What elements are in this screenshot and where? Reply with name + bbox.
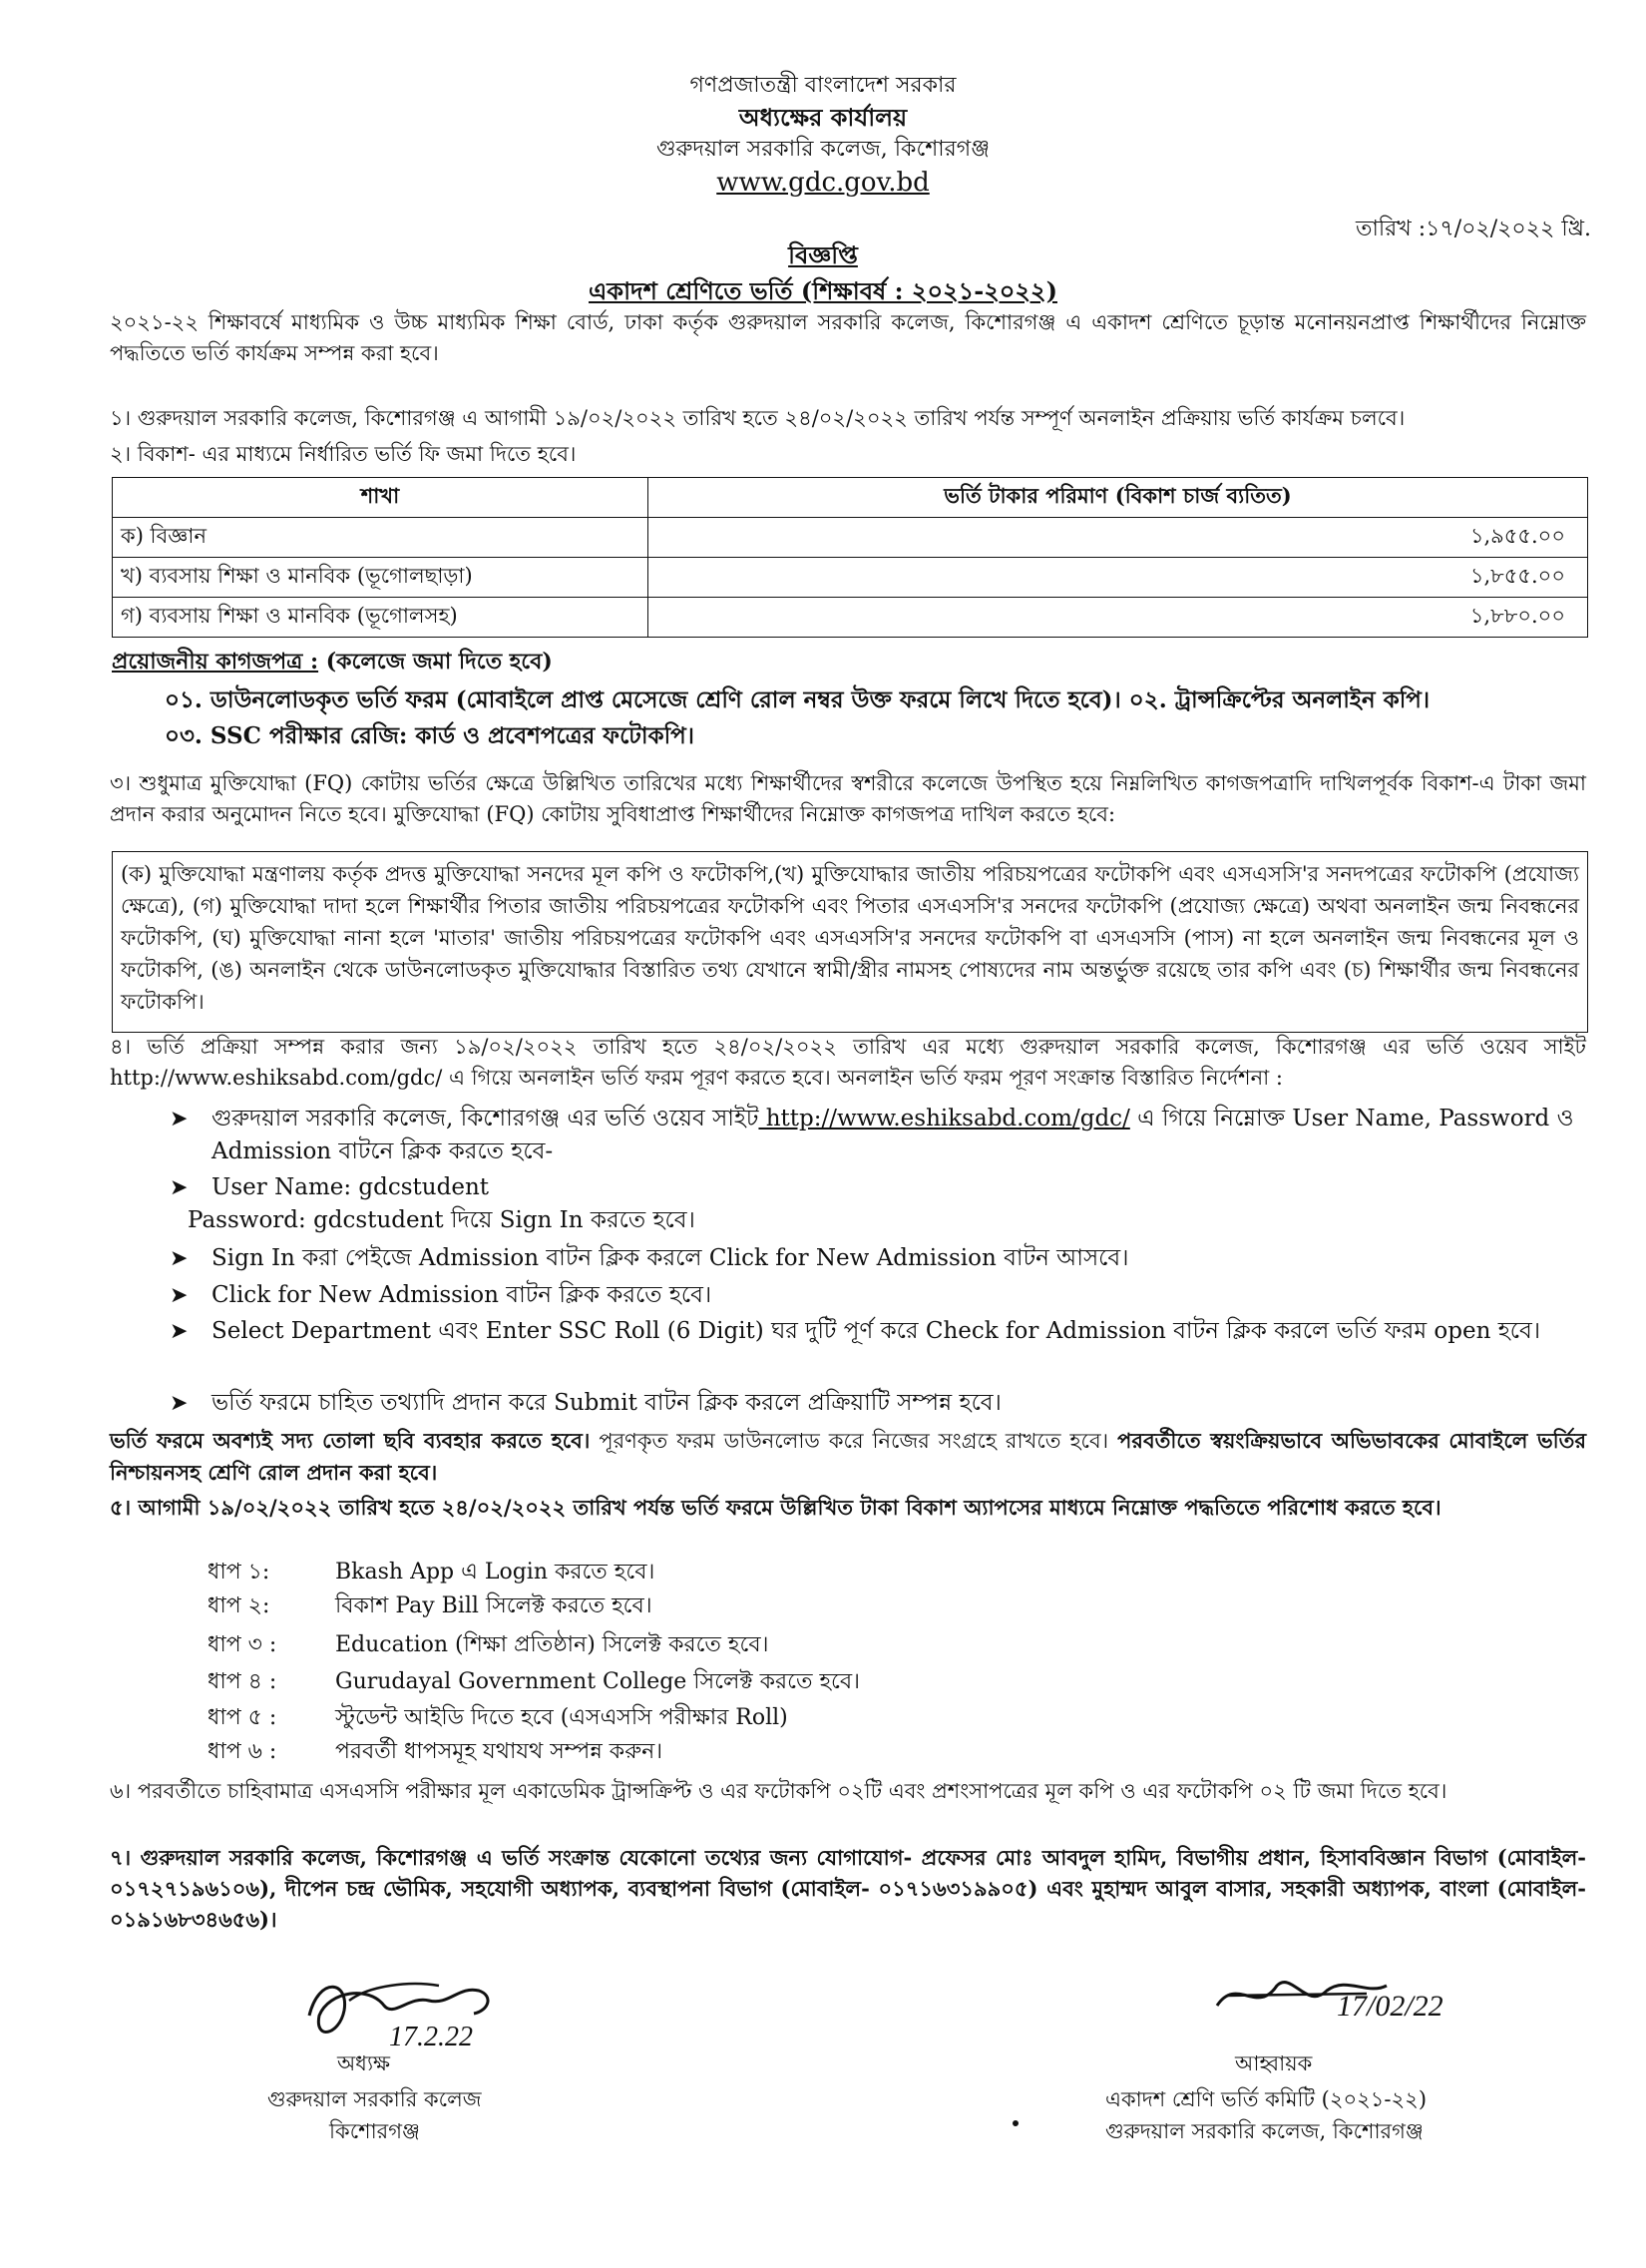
- convener-org: গুরুদয়াল সরকারি কলেজ, কিশোরগঞ্জ: [1105, 2119, 1424, 2143]
- arrow-bullet-icon: ➤: [170, 1246, 189, 1271]
- step-label: ধাপ ২:: [207, 1593, 270, 1618]
- required-docs-suffix: (কলেজে জমা দিতে হবে): [318, 649, 553, 675]
- point-4: ৪। ভর্তি প্রক্রিয়া সম্পন্ন করার জন্য ১৯/০২/২০২২ তারিখ হতে ২৪/০২/২০২২ তারিখ এর মধ্যে গুরুদয়াল সরকারি কলেজ, কিশোরগঞ্জ এর ভর্তি ওয়েব সাইট http://www.eshiksabd.com/gdc/ এ গিয়ে অনলাইন ভর্তি ফরম পূরণ করতে হবে। অনলাইন ভর্তি ফরম পূরণ সংক্রান্ত বিস্তারিত নির্দেশনা :: [110, 1035, 1586, 1090]
- arrow-bullet-icon: ➤: [170, 1391, 189, 1416]
- principal-place: কিশোরগঞ্জ: [329, 2119, 420, 2143]
- principal-title: অধ্যক্ষ: [337, 2051, 391, 2075]
- fee-branch: খ) ব্যবসায় শিক্ষা ও মানবিক (ভূগোলছাড়া): [113, 558, 648, 598]
- photo-note-bold-2: পরবর্তীতে স্বয়ংক্রিয়ভাবে অভিভাবকের মোবাইলে ভর্তির নিশ্চায়নসহ শ্রেণি রোল প্রদান করা হবে।: [110, 1428, 1586, 1485]
- step-text: Gurudayal Government College সিলেক্ট করতে হবে।: [335, 1669, 860, 1694]
- admission-site-link[interactable]: http://www.eshiksabd.com/gdc/: [758, 1106, 1130, 1132]
- principal-org: গুরুদয়াল সরকারি কলেজ: [267, 2087, 482, 2111]
- bullet-sign-in: Sign In করা পেইজে Admission বাটন ক্লিক করলে Click for New Admission বাটন আসবে।: [211, 1245, 1129, 1271]
- point-5: ৫। আগামী ১৯/০২/২০২২ তারিখ হতে ২৪/০২/২০২২ তারিখ পর্যন্ত ভর্তি ফরমে উল্লিখিত টাকা বিকাশ অ্যাপসের মাধ্যমে নিম্নোক্ত পদ্ধতিতে পরিশোধ করতে হবে।: [110, 1495, 1441, 1520]
- step-label: ধাপ ৩ :: [207, 1632, 277, 1657]
- bullet-new-admission: Click for New Admission বাটন ক্লিক করতে হবে।: [211, 1282, 712, 1308]
- point-6: ৬। পরবর্তীতে চাহিবামাত্র এসএসসি পরীক্ষার মূল একাডেমিক ট্রান্সক্রিপ্ট ও এর ফটোকপি ০২টি এবং প্রশংসাপত্রের মূল কপি ও এর ফটোকপি ০২ টি জমা দিতে হবে।: [110, 1779, 1447, 1803]
- website-link[interactable]: www.gdc.gov.bd: [716, 168, 930, 198]
- notice-subtitle: একাদশ শ্রেণিতে ভর্তি (শিক্ষাবর্ষ : ২০২১-২০২২): [589, 276, 1057, 305]
- convener-signature-date: 17/02/22: [1337, 1990, 1443, 2023]
- list-item: [207, 1736, 662, 1768]
- fee-header-amount: ভর্তি টাকার পরিমাণ (বিকাশ চার্জ ব্যতিত): [648, 478, 1588, 518]
- photo-note-bold: ভর্তি ফরমে অবশ্যই সদ্য তোলা ছবি ব্যবহার করতে হবে।: [110, 1428, 591, 1453]
- required-docs-line-2: ০৩. SSC পরীক্ষার রেজি: কার্ড ও প্রবেশপত্রের ফটোকপি।: [165, 722, 695, 749]
- list-item: [170, 1103, 1586, 1168]
- list-item: [170, 1279, 1586, 1312]
- required-docs-label: প্রয়োজনীয় কাগজপত্র :: [112, 649, 319, 675]
- photo-note: [110, 1425, 1586, 1489]
- required-docs-title: [112, 645, 553, 681]
- table-row: [113, 518, 1588, 558]
- required-docs-line-1: ০১. ডাউনলোডকৃত ভর্তি ফরম (মোবাইলে প্রাপ্ত মেসেজে শ্রেণি রোল নম্বর উক্ত ফরমে লিখে দিতে হবে)। ০২. ট্রান্সক্রিপ্টের অনলাইন কপি।: [165, 686, 1431, 713]
- intro-paragraph: ২০২১-২২ শিক্ষাবর্ষে মাধ্যমিক ও উচ্চ মাধ্যমিক শিক্ষা বোর্ড, ঢাকা কর্তৃক গুরুদয়াল সরকারি কলেজ, কিশোরগঞ্জ এ একাদশ শ্রেণিতে চূড়ান্ত মনোনয়নপ্রাপ্ত শিক্ষার্থীদের নিম্নোক্ত পদ্ধতিতে ভর্তি কার্যক্রম সম্পন্ন করা হবে।: [110, 310, 1586, 365]
- list-item: [207, 1666, 860, 1698]
- list-item: [207, 1590, 652, 1622]
- fee-branch: গ) ব্যবসায় শিক্ষা ও মানবিক (ভূগোলসহ): [113, 598, 648, 638]
- notice-date: তারিখ :১৭/০২/২০২২ খ্রি.: [1355, 217, 1591, 241]
- notice-title: বিজ্ঞপ্তি: [788, 240, 858, 269]
- bullet-username: User Name: gdcstudent: [211, 1174, 489, 1200]
- list-item: [170, 1242, 1586, 1275]
- arrow-bullet-icon: ➤: [170, 1107, 189, 1132]
- step-text: বিকাশ Pay Bill সিলেক্ট করতে হবে।: [335, 1593, 652, 1618]
- office-header: অধ্যক্ষের কার্যালয়: [738, 103, 908, 132]
- arrow-bullet-icon: ➤: [170, 1283, 189, 1308]
- scan-mark: [1013, 2120, 1019, 2126]
- bullet-password: Password: gdcstudent দিয়ে Sign In করতে হবে।: [188, 1207, 695, 1233]
- point-2: ২। বিকাশ- এর মাধ্যমে নির্ধারিত ভর্তি ফি জমা দিতে হবে।: [110, 442, 577, 466]
- govt-header: গণপ্রজাতন্ত্রী বাংলাদেশ সরকার: [689, 73, 957, 98]
- step-label: ধাপ ৫ :: [207, 1705, 277, 1730]
- list-item: [170, 1315, 1586, 1348]
- step-label: ধাপ ৪ :: [207, 1669, 277, 1694]
- table-row: [113, 558, 1588, 598]
- arrow-bullet-icon: ➤: [170, 1175, 189, 1200]
- list-item: [170, 1171, 1586, 1204]
- convener-title: আহ্বায়ক: [1235, 2051, 1313, 2075]
- arrow-bullet-icon: ➤: [170, 1319, 189, 1344]
- fee-branch: ক) বিজ্ঞান: [113, 518, 648, 558]
- list-item: [170, 1387, 1586, 1420]
- list-item: [207, 1702, 788, 1734]
- bullet-select-department: Select Department এবং Enter SSC Roll (6 Digit) ঘর দুটি পূর্ণ করে Check for Admission বাটন ক্লিক করলে ভর্তি ফরম open হবে।: [211, 1318, 1541, 1344]
- bullet-submit: ভর্তি ফরমে চাহিত তথ্যাদি প্রদান করে Submit বাটন ক্লিক করলে প্রক্রিয়াটি সম্পন্ন হবে।: [211, 1390, 1002, 1416]
- photo-note-mid: পূরণকৃত ফরম ডাউনলোড করে নিজের সংগ্রহে রাখতে হবে।: [590, 1429, 1118, 1453]
- bullet-1-pre: গুরুদয়াল সরকারি কলেজ, কিশোরগঞ্জ এর ভর্তি ওয়েব সাইট: [211, 1106, 759, 1132]
- fee-table: [112, 477, 1588, 638]
- table-row: [113, 598, 1588, 638]
- fee-table-header: [113, 478, 1588, 518]
- step-text: স্টুডেন্ট আইডি দিতে হবে (এসএসসি পরীক্ষার Roll): [335, 1705, 788, 1730]
- principal-signature: [289, 1956, 549, 2075]
- step-text: Education (শিক্ষা প্রতিষ্ঠান) সিলেক্ট করতে হবে।: [335, 1632, 769, 1657]
- college-header: গুরুদয়াল সরকারি কলেজ, কিশোরগঞ্জ: [656, 137, 990, 162]
- principal-signature-date: 17.2.22: [389, 2022, 473, 2052]
- fee-header-branch: শাখা: [113, 478, 648, 518]
- fq-documents-box: (ক) মুক্তিযোদ্ধা মন্ত্রণালয় কর্তৃক প্রদত্ত মুক্তিযোদ্ধা সনদের মূল কপি ও ফটোকপি,(খ) মুক্তিযোদ্ধার জাতীয় পরিচয়পত্রের ফটোকপি এবং এসএসসি'র সনদপত্রের ফটোকপি (প্রযোজ্য ক্ষেত্রে), (গ) মুক্তিযোদ্ধা দাদা হলে শিক্ষার্থীর পিতার জাতীয় পরিচয়পত্রের ফটোকপি এবং পিতার এসএসসি'র সনদের ফটোকপি (প্রযোজ্য ক্ষেত্রে) অথবা অনলাইন জন্ম নিবন্ধনের ফটোকপি, (ঘ) মুক্তিযোদ্ধা নানা হলে 'মাতার' জাতীয় পরিচয়পত্রের ফটোকপি এবং এসএসসি'র সনদের ফটোকপি বা এসএসসি (পাস) না হলে অনলাইন জন্ম নিবন্ধনের মূল ও ফটোকপি, (ঙ) অনলাইন থেকে ডাউনলোডকৃত মুক্তিযোদ্ধার বিস্তারিত তথ্য যেখানে স্বামী/স্ত্রীর নামসহ পোষ্যদের নাম অন্তর্ভুক্ত রয়েছে তার কপি এবং (চ) শিক্ষার্থীর জন্ম নিবন্ধনের ফটোকপি।: [112, 851, 1588, 1033]
- convener-signature: [1197, 1956, 1496, 2055]
- fee-amount: ১,৮৮০.০০: [648, 598, 1588, 638]
- fee-amount: ১,৯৫৫.০০: [648, 518, 1588, 558]
- list-item: [207, 1629, 768, 1661]
- point-7: ৭। গুরুদয়াল সরকারি কলেজ, কিশোরগঞ্জ এ ভর্তি সংক্রান্ত যেকোনো তথ্যের জন্য যোগাযোগ- প্রফেসর মোঃ আবদুল হামিদ, বিভাগীয় প্রধান, হিসাববিজ্ঞান বিভাগ (মোবাইল- ০১৭২৭১৯৬১০৬), দীপেন চন্দ্র ভৌমিক, সহযোগী অধ্যাপক, ব্যবস্থাপনা বিভাগ (মোবাইল- ০১৭১৬৩১৯৯০৫) এবং মুহাম্মদ আবুল বাসার, সহকারী অধ্যাপক, বাংলা (মোবাইল- ০১৯১৬৮৩৪৬৫৬)।: [110, 1845, 1586, 1932]
- list-item: [207, 1557, 654, 1588]
- step-text: Bkash App এ Login করতে হবে।: [335, 1560, 655, 1585]
- step-label: ধাপ ১:: [207, 1560, 270, 1585]
- point-3: ৩। শুধুমাত্র মুক্তিযোদ্ধা (FQ) কোটায় ভর্তির ক্ষেত্রে উল্লিখিত তারিখের মধ্যে শিক্ষার্থীদের স্বশরীরে কলেজে উপস্থিত হয়ে নিম্নলিখিত কাগজপত্রাদি দাখিলপূর্বক বিকাশ-এ টাকা জমা প্রদান করার অনুমোদন নিতে হবে। মুক্তিযোদ্ধা (FQ) কোটায় সুবিধাপ্রাপ্ত শিক্ষার্থীদের নিম্নোক্ত কাগজপত্র দাখিল করতে হবে:: [110, 771, 1586, 826]
- point-1: ১। গুরুদয়াল সরকারি কলেজ, কিশোরগঞ্জ এ আগামী ১৯/০২/২০২২ তারিখ হতে ২৪/০২/২০২২ তারিখ পর্যন্ত সম্পূর্ণ অনলাইন প্রক্রিয়ায় ভর্তি কার্যক্রম চলবে।: [110, 406, 1406, 430]
- bullet-1-post: এ গিয়ে নিম্নোক্ত User Name, Password ও Admission বাটনে ক্লিক করতে হবে-: [211, 1106, 1574, 1164]
- step-text: পরবর্তী ধাপসমূহ যথাযথ সম্পন্ন করুন।: [335, 1739, 663, 1764]
- fee-amount: ১,৮৫৫.০০: [648, 558, 1588, 598]
- step-label: ধাপ ৬ :: [207, 1739, 277, 1764]
- committee-name: একাদশ শ্রেণি ভর্তি কমিটি (২০২১-২২): [1105, 2087, 1428, 2111]
